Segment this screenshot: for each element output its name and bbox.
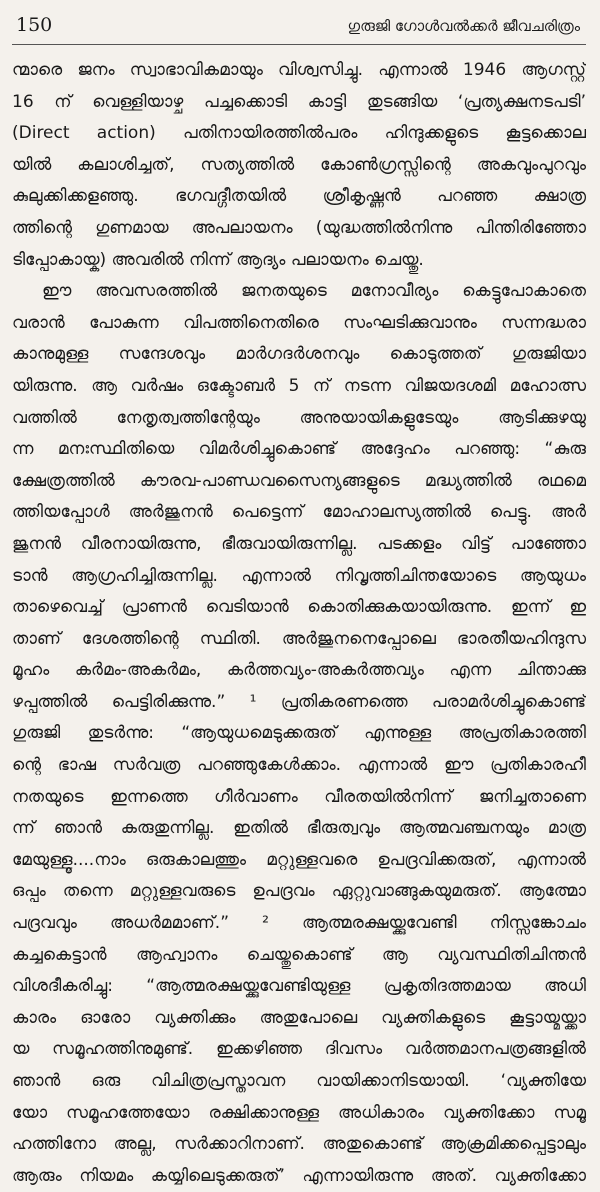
text-line: വരാൻ പോകുന്ന വിപത്തിനെതിരെ സംഘടിക്കുവാനും സന്നദ്ധരാ: [12, 312, 586, 333]
paragraph: [12, 276, 586, 1192]
text-line: യ സമൂഹത്തിനുമുണ്ട്. ഇക്കഴിഞ്ഞ ദിവസം വർത്തമാനപത്രങ്ങളിൽ: [12, 1039, 586, 1060]
text-line: ടാൻ ആഗ്രഹിച്ചിരുന്നില്ല. എന്നാൽ നിവൃത്തിചിന്തയോടെ ആയുധം: [12, 565, 586, 586]
text-line: യോ സമൂഹത്തേയോ രക്ഷിക്കാനുള്ള അധികാരം വ്യക്തിക്കോ സമൂ: [12, 1102, 586, 1123]
text-line: ന്മാരെ ജനം സ്വാഭാവികമായും വിശ്വസിച്ചു. എന്നാൽ 1946 ആഗസ്റ്റ്: [12, 60, 586, 80]
text-line: ഞാൻ ഒരു വിചിത്രപ്രസ്താവന വായിക്കാനിടയായി. ‘വ്യക്തിയേ: [12, 1071, 586, 1091]
text-line: (Direct action) പതിനായിരത്തിൽപരം ഹിന്ദുക്കളുടെ കൂട്ടക്കൊല: [12, 123, 586, 144]
text-line: ന്ന മനഃസ്ഥിതിയെ വിമർശിച്ചുകൊണ്ട് അദ്ദേഹം പറഞ്ഞു: “കുരു: [12, 439, 586, 460]
text-line: ഴപ്പത്തിൽ പെട്ടിരിക്കുന്നു.” ¹ പ്രതികരണത്തെ പരാമർശിച്ചുകൊണ്ട്: [12, 691, 586, 712]
body-text: [12, 55, 586, 1192]
text-line: യിൽ കലാശിച്ചത്, സത്യത്തിൽ കോൺഗ്രസ്സിന്റെ അകവുംപുറവും: [12, 154, 586, 175]
text-line: താഴെവെച്ച് പ്രാണൻ വെടിയാൻ കൊതിക്കുകയായിരുന്നു. ഇന്ന് ഇ: [12, 597, 586, 618]
text-line: കാനുമുള്ള സന്ദേശവും മാർഗദർശനവും കൊടുത്തത് ഗുരുജിയാ: [12, 344, 586, 365]
text-line: ന്റെ ഭാഷ സർവത്ര പറഞ്ഞുകേൾക്കാം. എന്നാൽ ഈ പ്രതികാരഹീ: [12, 755, 586, 776]
text-line: പദ്രവവും അധർമമാണ്.” ² ആത്മരക്ഷയ്ക്കുവേണ്ടി നിസ്സങ്കോചം: [12, 913, 586, 934]
text-line: ഹത്തിനോ അല്ല, സർക്കാറിനാണ്. അതുകൊണ്ട് ആക്രമിക്കപ്പെട്ടാലും: [12, 1134, 586, 1155]
text-line: കാരം ഓരോ വ്യക്തിക്കും അതുപോലെ വ്യക്തികളുടെ കൂട്ടായ്മയ്ക്കാ: [12, 1007, 586, 1028]
text-line: ക്ഷേത്രത്തിൽ കൗരവ-പാണ്ഡവസൈന്യങ്ങളുടെ മദ്ധ്യത്തിൽ രഥമെ: [12, 470, 586, 491]
page-number: 150: [16, 14, 53, 36]
text-line: താണ് ദേശത്തിന്റെ സ്ഥിതി. അർജുനനെപ്പോലെ ഭാരതീയഹിന്ദുസ: [12, 628, 586, 649]
text-line: കുലുക്കിക്കളഞ്ഞു. ഭഗവദ്ഗീതയിൽ ശ്രീകൃഷ്ണൻ പറഞ്ഞ ക്ഷാത്ര: [12, 186, 586, 207]
text-line: ജുനൻ വീരനായിരുന്നു, ഭീരുവായിരുന്നില്ല. പടക്കളം വിട്ട് പാഞ്ഞോ: [12, 533, 586, 554]
paragraph: [12, 55, 586, 276]
text-line: 16 ന് വെള്ളിയാഴ്ച പച്ചക്കൊടി കാട്ടി തുടങ്ങിയ ‘പ്രത്യക്ഷനടപടി’: [12, 91, 586, 112]
text-line: നതയുടെ ഇന്നത്തെ ഗീർവാണം വീരതയിൽനിന്ന് ജനിച്ചതാണെ: [12, 786, 586, 807]
text-line: ത്തിന്റെ ഗുണമായ അപലായനം (യുദ്ധത്തിൽനിന്നു പിന്തിരിഞ്ഞോ: [12, 217, 586, 238]
text-line: ടിപ്പോകായ്ക) അവരിൽ നിന്ന് ആദ്യം പലായനം ചെയ്തു.: [12, 249, 424, 270]
text-line: ആരും നിയമം കയ്യിലെടുക്കരുത്’ എന്നായിരുന്നു അത്. വ്യക്തിക്കോ: [12, 1165, 586, 1186]
text-line: വത്തിൽ നേതൃത്വത്തിന്റേയും അനുയായികളുടേയും ആടിക്കുഴയു: [12, 407, 586, 428]
page-header: [12, 14, 586, 45]
text-line: ന്ന് ഞാൻ കരുതുന്നില്ല. ഇതിൽ ഭീരുത്വവും ആത്മവഞ്ചനയും മാത്ര: [12, 818, 586, 839]
text-line: ഈ അവസരത്തിൽ ജനതയുടെ മനോവീര്യം കെട്ടുപോകാതെ: [42, 281, 586, 302]
text-line: ഒപ്പം തന്നെ മറ്റുള്ളവരുടെ ഉപദ്രവം ഏറ്റുവാങ്ങുകയുമരുത്. ആത്മോ: [12, 881, 586, 902]
text-line: കച്ചകെട്ടാൻ ആഹ്വാനം ചെയ്തുകൊണ്ട് ആ വ്യവസ്ഥിതിചിന്തൻ: [12, 944, 586, 965]
text-line: ത്തിയപ്പോൾ അർജുനൻ പെട്ടെന്ന് മോഹാലസ്യത്തിൽ പെട്ടു. അർ: [12, 502, 586, 523]
text-line: മേയുള്ളൂ....നാം ഒരുകാലത്തും മറ്റുള്ളവരെ ഉപദ്രവിക്കരുത്, എന്നാൽ: [12, 849, 586, 870]
text-line: യിരുന്നു. ആ വർഷം ഒക്ടോബർ 5 ന് നടന്ന വിജയദശമി മഹോത്സ: [12, 375, 586, 396]
running-title: ഗുരുജി ഗോൾവൽക്കർ ജീവചരിത്രം: [347, 17, 580, 35]
text-line: ഗുരുജി തുടർന്നു: “ആയുധമെടുക്കരുത് എന്നുള്ള അപ്രതികാരത്തി: [12, 723, 586, 744]
text-line: മൂഹം കർമം-അകർമം, കർത്തവ്യം-അകർത്തവ്യം എന്ന ചിന്താക്കു: [12, 660, 586, 681]
text-line: വിശദീകരിച്ചു: “ആത്മരക്ഷയ്ക്കുവേണ്ടിയുള്ള പ്രകൃതിദത്തമായ അധി: [12, 976, 586, 997]
